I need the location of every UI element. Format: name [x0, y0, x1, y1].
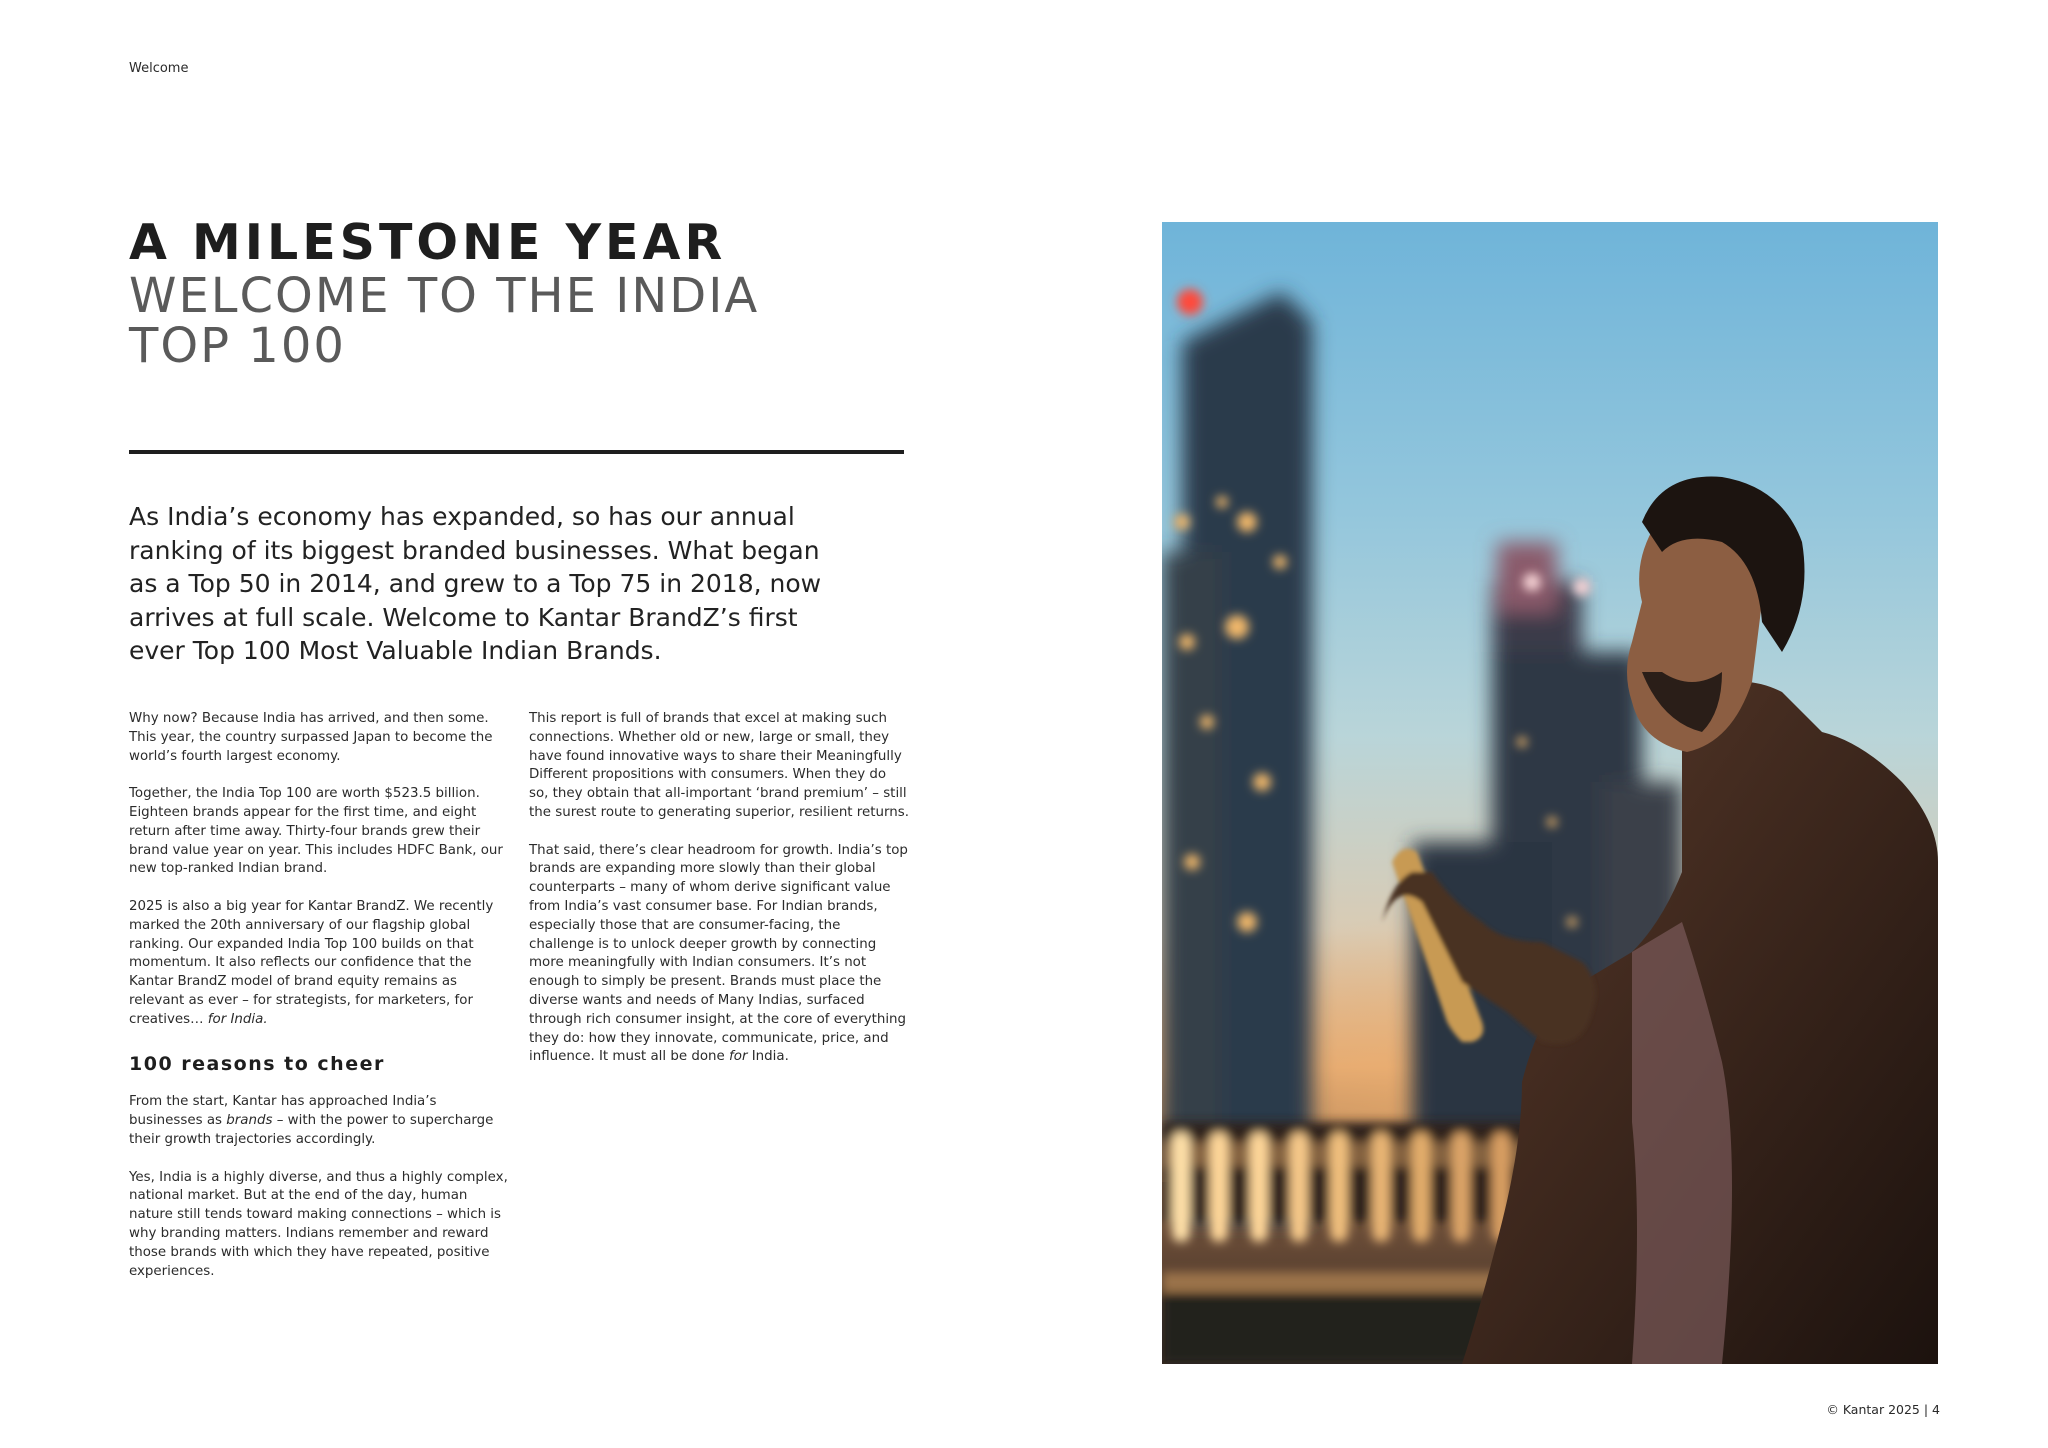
- title-subheading: WELCOME TO THE INDIA TOP 100: [129, 268, 760, 374]
- body-text: From the start, Kantar has approached India’s businesses as: [129, 1094, 437, 1129]
- italic-text: brands: [226, 1113, 273, 1129]
- photo-illustration: [1162, 222, 1938, 1364]
- hero-photo: [1162, 222, 1938, 1364]
- right-column: [529, 710, 909, 1086]
- body-paragraph: [529, 842, 909, 1068]
- body-text: India.: [751, 1049, 789, 1065]
- body-paragraph: Yes, India is a highly diverse, and thus a highly complex, national market. But at the end of the day, human nature still tends toward making connections – which is why branding matters. Indians remember and reward those brands with which they have repeated, positive experiences.: [129, 1169, 508, 1279]
- body-paragraph: Together, the India Top 100 are worth $523.5 billion. Eighteen brands appear for the first time, and eight return after time away. Thirty-four brands grew their brand value year on year. This includes HDFC Bank, our new top-ranked Indian brand.: [129, 786, 503, 877]
- body-paragraph: [129, 898, 509, 1030]
- section-subheading: 100 reasons to cheer: [129, 1052, 385, 1075]
- body-paragraph: Why now? Because India has arrived, and then some. This year, the country surpassed Japan to become the world’s fourth largest economy.: [129, 711, 493, 764]
- body-text: 2025 is also a big year for Kantar BrandZ. We recently marked the 20th anniversary of our flagship global ranking. Our expanded India Top 100 builds on that momentum. It also reflects our confidence that the Kantar BrandZ model of brand equity remains as relevant as ever – for strategists, for marketers, for creatives…: [129, 898, 494, 1027]
- italic-text: for: [729, 1049, 748, 1065]
- body-paragraph: [129, 1093, 509, 1149]
- lead-paragraph: As India’s economy has expanded, so has our annual ranking of its biggest branded businesses. What began as a Top 50 in 2014, and grew to a Top 75 in 2018, now arrives at full scale. Welcome to Kantar BrandZ’s first ever Top 100 Most Valuable Indian Brands.: [129, 502, 822, 665]
- italic-text: for India.: [207, 1011, 268, 1027]
- body-text: – with the power to supercharge their growth trajectories accordingly.: [129, 1113, 494, 1147]
- title-heading: A MILESTONE YEAR: [129, 214, 727, 271]
- body-text: That said, there’s clear headroom for growth. India’s top brands are expanding more slowly than their global counterparts – many of whom derive significant value from India’s vast consumer base. For Indian brands, especially those that are consumer-facing, the challenge is to unlock deeper growth by connecting more meaningfully with Indian consumers. It’s not enough to simply be present. Brands must place the diverse wants and needs of Many Indias, surfaced through rich consumer insight, at the core of everything they do: how they innovate, communicate, price, and influence. It must all be done: [529, 842, 908, 1065]
- body-paragraph: This report is full of brands that excel at making such connections. Whether old or new, large or small, they have found innovative ways to share their Meaningfully Different propositions with consumers. When they do so, they obtain that all-important ‘brand premium’ – still the surest route to generating superior, resilient returns.: [529, 711, 909, 820]
- left-column: [129, 710, 509, 1300]
- title-block: [129, 214, 909, 374]
- section-label: Welcome: [129, 61, 189, 76]
- title-divider: [129, 450, 904, 454]
- page-footer: © Kantar 2025 | 4: [1826, 1402, 1940, 1417]
